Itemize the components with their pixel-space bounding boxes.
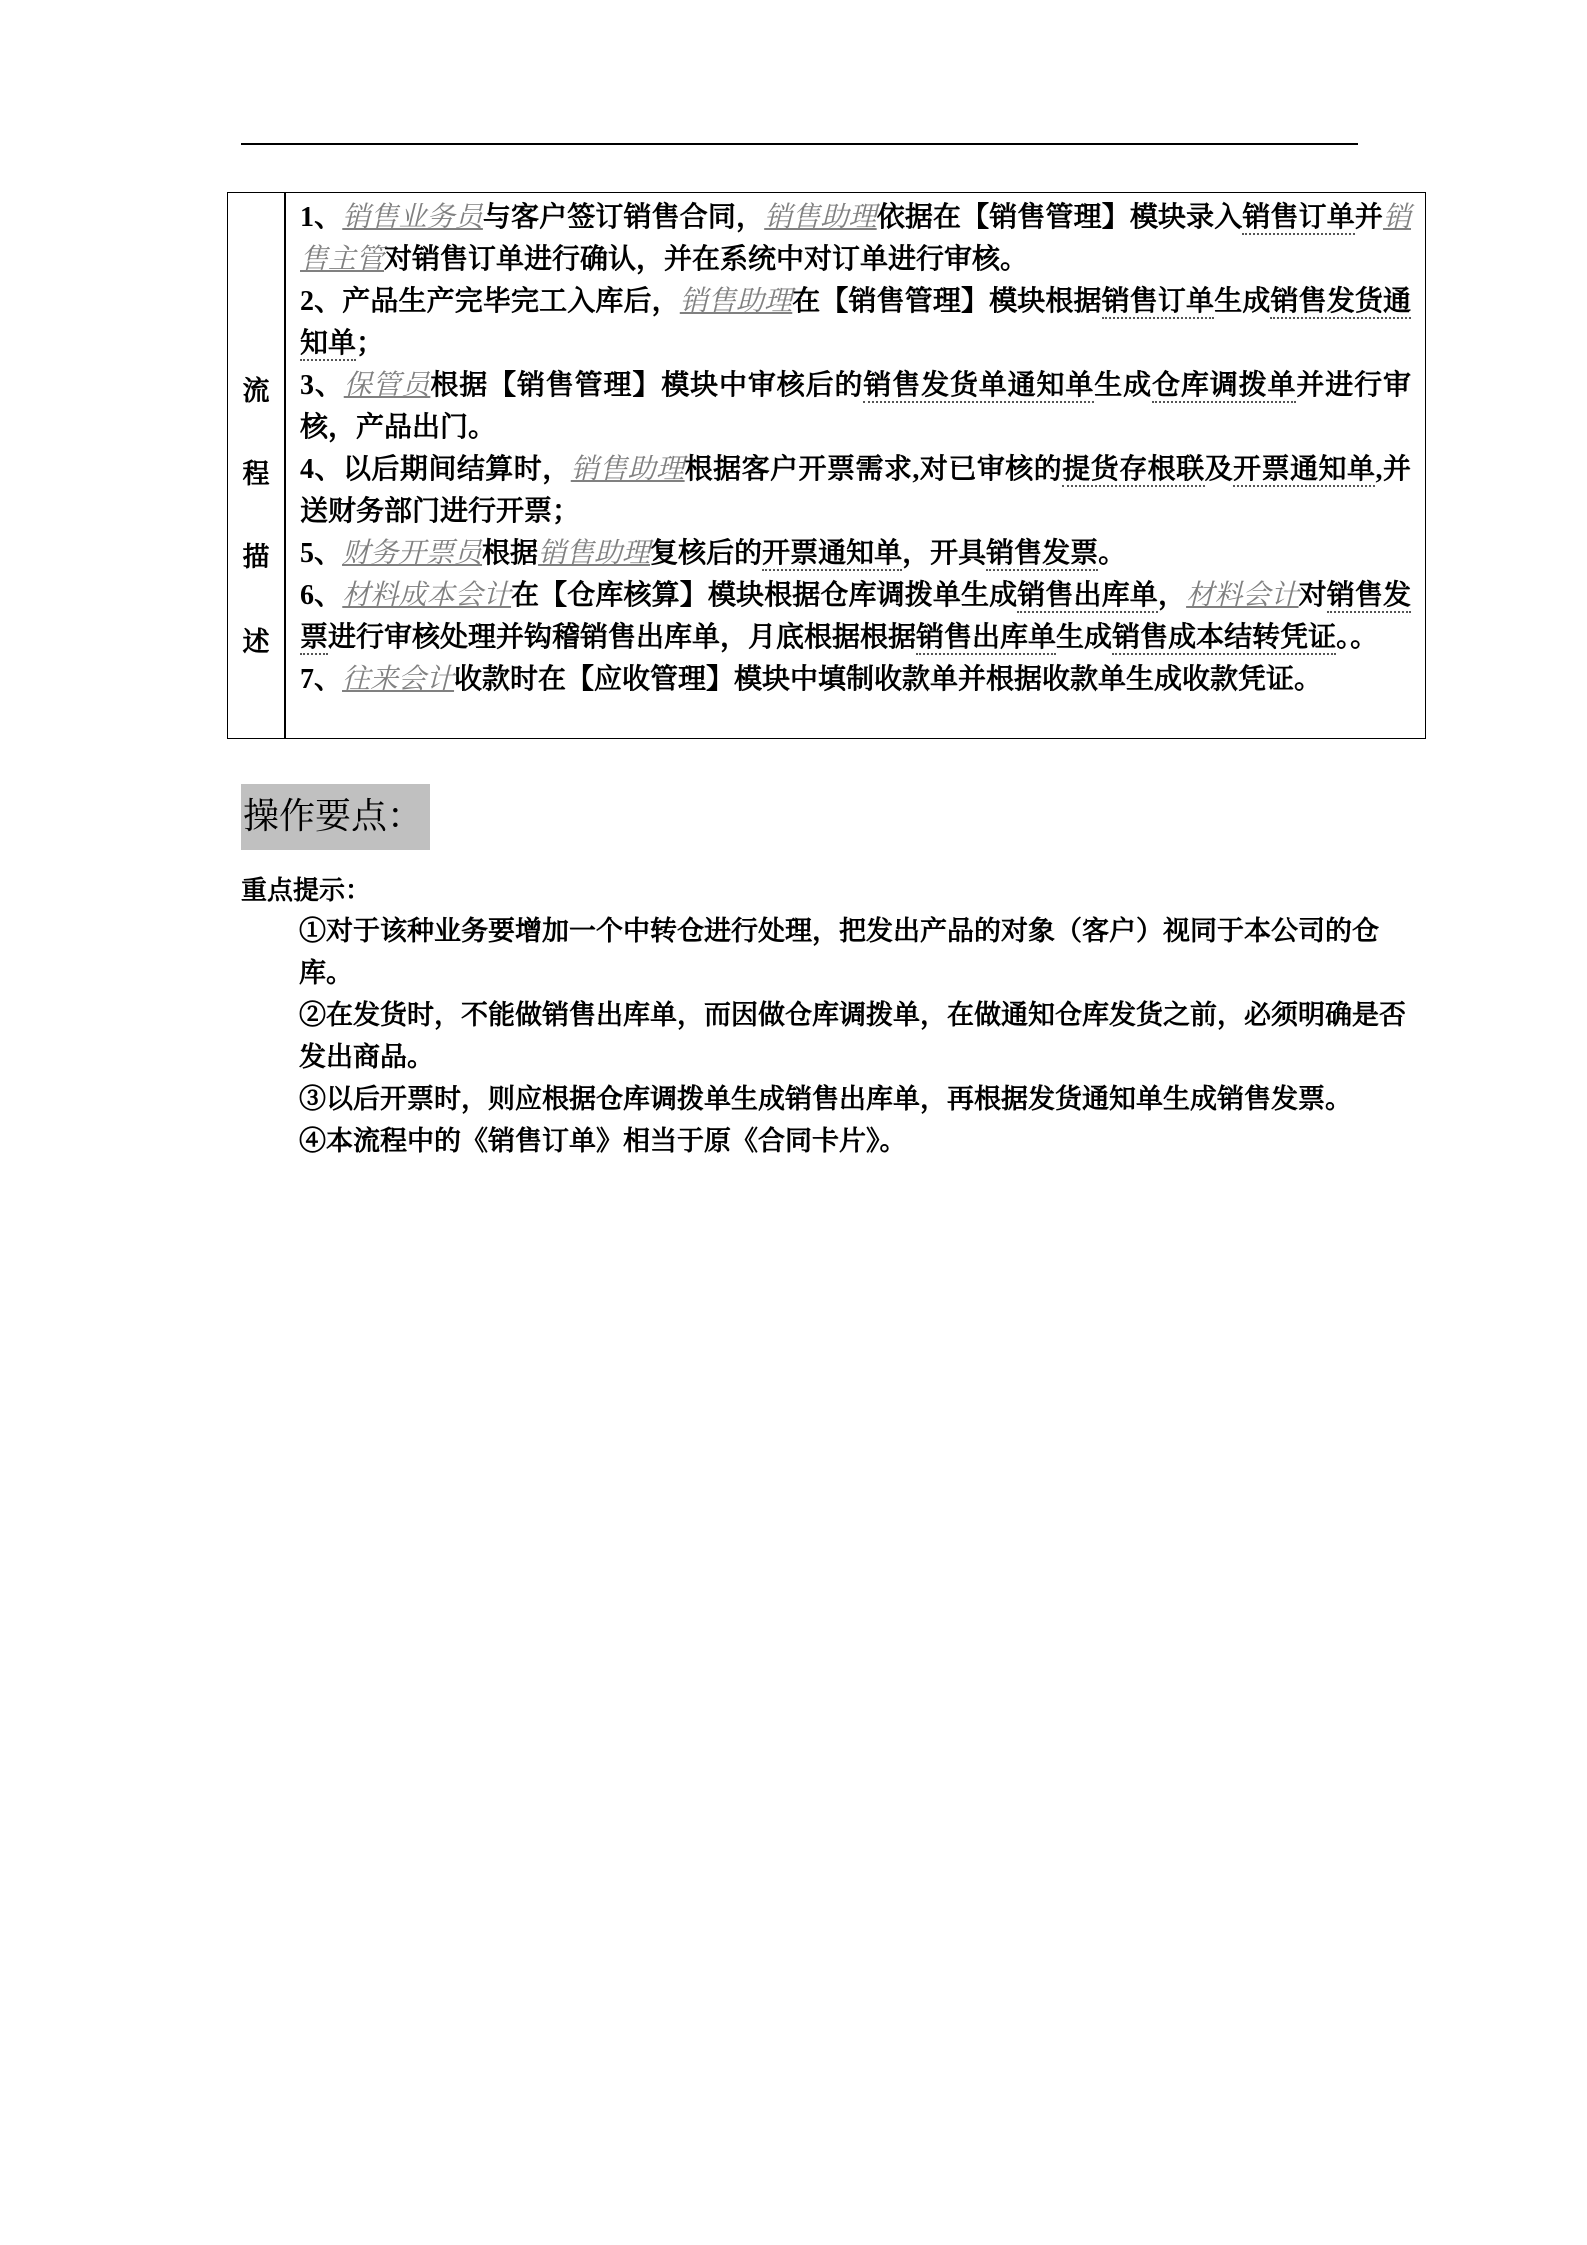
document-term: 销售成本结转凭证 [1112, 622, 1337, 653]
document-term: 仓库调拨单 [1152, 370, 1297, 401]
tip-item: ③以后开票时，则应根据仓库调拨单生成销售出库单，再根据发货通知单生成销售发票。 [299, 1084, 1352, 1114]
role-link[interactable]: 销售助理 [538, 538, 651, 569]
role-link[interactable]: 销售助理 [570, 454, 685, 485]
role-link[interactable]: 财务开票员 [342, 538, 483, 569]
column-divider [284, 193, 286, 738]
role-link[interactable]: 销售主管 [300, 202, 1411, 275]
step-text: 进行审核处理并钩稽销售出库单，月底根据根据 [328, 622, 917, 653]
header-rule [241, 143, 1358, 145]
step-text: 生成 [1094, 370, 1153, 401]
step-text: 对销售订单进行确认，并在系统中对订单进行审核。 [384, 244, 1029, 275]
step-text: ，开具 [902, 538, 987, 569]
process-step [300, 281, 1411, 365]
step-text: ,并送财务部门进行开票； [300, 454, 1411, 527]
step-text: 根据客户开票需求,对已审核的 [684, 454, 1063, 485]
role-link[interactable]: 往来会计 [342, 664, 455, 695]
process-step [300, 533, 1411, 575]
step-text: 3、 [300, 370, 344, 401]
process-step [300, 659, 1411, 701]
row-label-char: 流 [242, 376, 270, 406]
step-text: 在【仓库核算】模块根据仓库调拨单生成 [511, 580, 1018, 611]
step-text: 7、 [300, 664, 343, 695]
role-link[interactable]: 销售助理 [679, 286, 793, 317]
step-text: 根据【销售管理】模块中审核后的 [430, 370, 864, 401]
step-text: 。。 [1336, 622, 1379, 653]
document-term: 销售发票 [986, 538, 1099, 569]
process-step [300, 365, 1411, 449]
step-text: 依据在【销售管理】模块录入 [876, 202, 1243, 233]
step-text: ， [1157, 580, 1187, 611]
process-step [300, 197, 1411, 281]
role-link[interactable]: 保管员 [343, 370, 431, 401]
step-text: 并 [1354, 202, 1383, 233]
step-text: 在【销售管理】模块根据 [792, 286, 1102, 317]
process-table [227, 192, 1426, 739]
document-term: 销售出库单 [1017, 580, 1158, 611]
step-text: 1、 [300, 202, 343, 233]
step-text: 对 [1298, 580, 1327, 611]
role-link[interactable]: 材料会计 [1186, 580, 1299, 611]
step-text: 生成 [1214, 286, 1271, 317]
step-text: 复核后的 [650, 538, 763, 569]
step-text: 及 [1204, 454, 1234, 485]
process-description [300, 197, 1411, 701]
document-term: 开票通知单 [1233, 454, 1376, 485]
step-text: 4、以后期间结算时， [300, 454, 571, 485]
row-label-char: 程 [242, 459, 270, 489]
document-term: 销售订单 [1242, 202, 1355, 233]
tip-item: ①对于该种业务要增加一个中转仓进行处理，把发出产品的对象（客户）视同于本公司的仓库。 [299, 916, 1379, 988]
tip-item: ④本流程中的《销售订单》相当于原《合同卡片》。 [299, 1126, 907, 1156]
tip-item: ②在发货时，不能做销售出库单，而因做仓库调拨单，在做通知仓库发货之前，必须明确是否发出商品。 [299, 1000, 1406, 1072]
tips-title: 重点提示： [241, 876, 372, 905]
step-text: 与客户签订销售合同， [482, 202, 765, 233]
process-step [300, 449, 1411, 533]
document-term: 开票通知单 [762, 538, 903, 569]
step-text: 6、 [300, 580, 343, 611]
document-term: 提货存根联 [1062, 454, 1205, 485]
step-text: 5、 [300, 538, 343, 569]
step-text: 收款时在【应收管理】模块中填制收款单并根据收款单生成收款凭证。 [454, 664, 1323, 695]
process-step [300, 575, 1411, 659]
step-text: 生成 [1056, 622, 1113, 653]
role-link[interactable]: 销售业务员 [342, 202, 483, 233]
document-term: 销售发货单通知单 [863, 370, 1095, 401]
document-term: 销售订单 [1101, 286, 1215, 317]
step-text: 根据 [482, 538, 539, 569]
section-heading: 操作要点： [241, 784, 430, 850]
row-label-char: 描 [242, 542, 270, 572]
step-text: 2、产品生产完毕完工入库后， [300, 286, 680, 317]
step-text: ； [356, 328, 385, 359]
role-link[interactable]: 销售助理 [764, 202, 877, 233]
document-term: 销售发货通知单 [300, 286, 1411, 359]
document-term: 销售出库单 [916, 622, 1057, 653]
tips-list [299, 910, 1429, 1162]
step-text: 并进行审核，产品出门。 [300, 370, 1411, 443]
document-term: 销售发票 [300, 580, 1411, 653]
role-link[interactable]: 材料成本会计 [342, 580, 512, 611]
row-label-char: 述 [242, 627, 270, 657]
step-text: 。 [1098, 538, 1127, 569]
